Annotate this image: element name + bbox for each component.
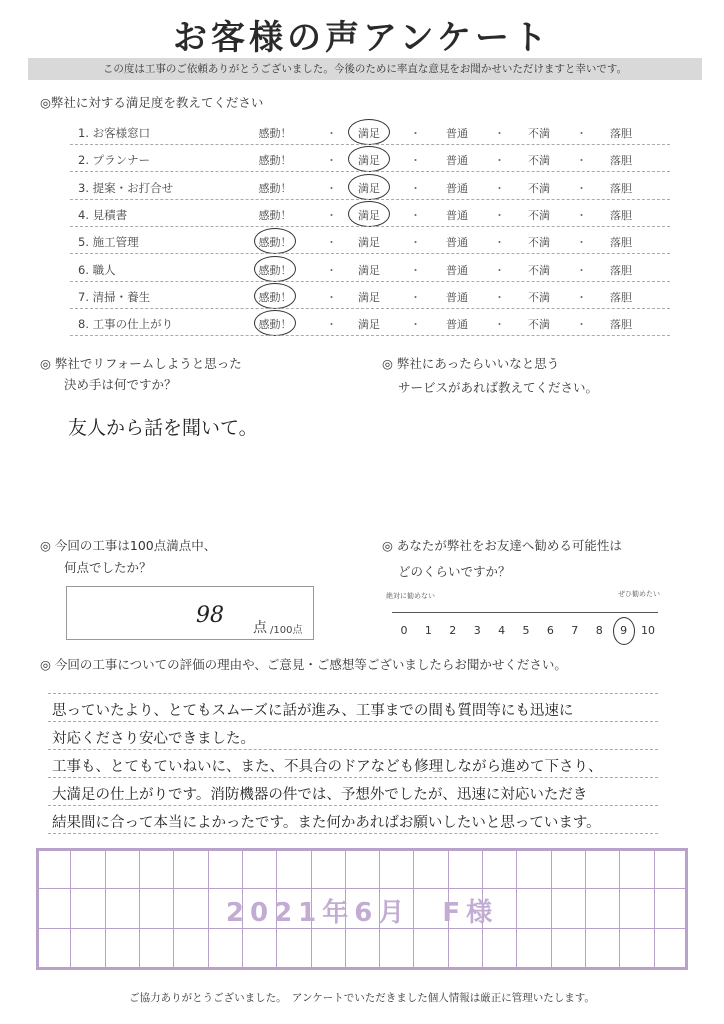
scale-number: 7	[571, 624, 579, 637]
scale-number: 6	[546, 624, 554, 637]
satisfaction-option: 不満	[528, 236, 550, 250]
satisfaction-option: 不満	[528, 181, 550, 195]
recommend-label-low: 絶対に勧めない	[386, 592, 435, 600]
comment-line: 大満足の仕上がりです。消防機器の件では、予想外でしたが、迅速に対応いただき	[52, 787, 588, 803]
satisfaction-option: 普通	[446, 181, 468, 195]
satisfaction-option: 落胆	[610, 263, 632, 277]
satisfaction-option: 落胆	[610, 127, 632, 140]
satisfaction-option: 満足	[358, 236, 380, 250]
scale-number: 8	[595, 624, 603, 637]
satisfaction-option: 満足	[358, 181, 380, 195]
satisfaction-option: 普通	[446, 318, 468, 332]
scale-number: 1	[424, 624, 432, 637]
scale-number: 4	[498, 624, 506, 637]
satisfaction-option: 落胆	[610, 154, 632, 168]
satisfaction-option: 落胆	[610, 318, 632, 332]
satisfaction-item-label: 3. 提案・お打合せ	[78, 180, 174, 195]
satisfaction-option: 感動！	[258, 263, 292, 277]
reason-answer: 友人から話を聞いて。	[68, 417, 258, 439]
separator-dot: ・	[326, 181, 337, 195]
separator-dot: ・	[494, 290, 505, 304]
separator-dot: ・	[326, 154, 337, 168]
intro-text: この度は工事のご依頼ありがとうございました。今後のために率直な意見をお聞かせいただけますと幸いです。	[28, 58, 702, 80]
separator-dot: ・	[494, 263, 505, 277]
row-divider	[70, 308, 670, 309]
separator-dot: ・	[494, 154, 505, 168]
satisfaction-option: 感動！	[258, 127, 292, 140]
selection-circle	[254, 310, 296, 336]
selection-circle	[254, 228, 296, 254]
satisfaction-item-label: 8. 工事の仕上がり	[78, 317, 174, 332]
satisfaction-option: 落胆	[610, 181, 632, 195]
row-divider	[70, 335, 670, 336]
comment-rule	[48, 833, 658, 834]
row-divider	[70, 226, 670, 227]
grid-caption: 2021年6月 F様	[225, 898, 499, 928]
satisfaction-option: 普通	[446, 263, 468, 277]
score-unit: 点	[253, 620, 267, 636]
satisfaction-option: 不満	[528, 127, 550, 140]
comment-rule	[48, 693, 658, 694]
separator-dot: ・	[410, 236, 421, 250]
separator-dot: ・	[326, 318, 337, 332]
selection-circle	[348, 119, 390, 145]
satisfaction-option: 満足	[358, 127, 380, 140]
separator-dot: ・	[494, 208, 505, 222]
satisfaction-option: 感動！	[258, 208, 292, 222]
row-divider	[70, 281, 670, 282]
separator-dot: ・	[576, 181, 587, 195]
row-divider	[70, 171, 670, 172]
separator-dot: ・	[410, 208, 421, 222]
satisfaction-item-label: 7. 清掃・養生	[78, 289, 151, 304]
selection-circle	[348, 201, 390, 227]
separator-dot: ・	[576, 154, 587, 168]
separator-dot: ・	[410, 154, 421, 168]
satisfaction-option: 感動！	[258, 236, 292, 250]
satisfaction-option: 満足	[358, 263, 380, 277]
separator-dot: ・	[410, 181, 421, 195]
satisfaction-option: 感動！	[258, 154, 292, 168]
satisfaction-option: 感動！	[258, 318, 292, 332]
comment-line: 工事も、とてもていねいに、また、不具合のドアなども修理しながら進めて下さり、	[52, 759, 603, 775]
separator-dot: ・	[576, 263, 587, 277]
satisfaction-option: 不満	[528, 154, 550, 168]
scale-number: 3	[473, 624, 481, 637]
scale-number: 2	[449, 624, 457, 637]
satisfaction-option: 不満	[528, 263, 550, 277]
satisfaction-item-label: 6. 職人	[78, 262, 116, 277]
satisfaction-option: 感動！	[258, 181, 292, 195]
comment-line: 対応くださり安心できました。	[52, 731, 255, 747]
satisfaction-option: 不満	[528, 290, 550, 304]
separator-dot: ・	[410, 127, 421, 140]
satisfaction-option: 満足	[358, 318, 380, 332]
score-max: /100点	[270, 625, 303, 636]
separator-dot: ・	[576, 127, 587, 140]
reason-question-line2: 決め手は何ですか？	[64, 377, 177, 392]
satisfaction-heading: ◎弊社に対する満足度を教えてください	[40, 95, 264, 110]
scale-number: 0	[400, 624, 408, 637]
recommend-question-line2: どのくらいですか？	[398, 564, 511, 579]
service-question-line1: ◎ 弊社にあったらいいなと思う	[382, 356, 560, 371]
scale-number: 9	[620, 624, 628, 637]
separator-dot: ・	[326, 263, 337, 277]
comment-rule	[48, 805, 658, 806]
separator-dot: ・	[326, 208, 337, 222]
satisfaction-option: 普通	[446, 290, 468, 304]
score-value: 98	[196, 603, 224, 628]
satisfaction-option: 落胆	[610, 208, 632, 222]
satisfaction-item-label: 5. 施工管理	[78, 235, 139, 250]
grid-row-line	[36, 888, 688, 889]
comment-line: 結果間に合って本当によかったです。また何かあればお願いしたいと思っています。	[52, 815, 601, 831]
satisfaction-option: 普通	[446, 236, 468, 250]
satisfaction-option: 満足	[358, 290, 380, 304]
separator-dot: ・	[494, 236, 505, 250]
recommend-question-line1: ◎ あなたが弊社をお友達へ勧める可能性は	[382, 538, 622, 553]
satisfaction-item-label: 1. お客様窓口	[78, 126, 151, 140]
footer-note: ご協力ありがとうございました。 アンケートでいただきました個人情報は厳正に管理いたします。	[129, 992, 595, 1004]
page-title: お客様の声アンケート	[173, 18, 551, 58]
recommend-scale-line	[392, 612, 658, 613]
scale-number: 10	[641, 624, 655, 637]
score-question-line1: ◎ 今回の工事は100点満点中、	[40, 538, 217, 553]
satisfaction-option: 満足	[358, 154, 380, 168]
scale-selection-circle	[613, 617, 635, 645]
comment-line: 思っていたより、とてもスムーズに話が進み、工事までの間も質問等にも迅速に	[52, 703, 574, 719]
separator-dot: ・	[326, 127, 337, 140]
selection-circle	[254, 283, 296, 309]
separator-dot: ・	[576, 318, 587, 332]
separator-dot: ・	[576, 236, 587, 250]
satisfaction-option: 普通	[446, 208, 468, 222]
satisfaction-item-label: 4. 見積書	[78, 207, 128, 222]
comment-rule	[48, 777, 658, 778]
separator-dot: ・	[326, 290, 337, 304]
satisfaction-option: 不満	[528, 208, 550, 222]
comment-rule	[48, 721, 658, 722]
separator-dot: ・	[494, 318, 505, 332]
separator-dot: ・	[410, 290, 421, 304]
score-question-line2: 何点でしたか？	[64, 560, 152, 575]
separator-dot: ・	[410, 263, 421, 277]
selection-circle	[348, 146, 390, 172]
recommend-label-high: ぜひ勧めたい	[618, 590, 660, 598]
reason-question-line1: ◎ 弊社でリフォームしようと思った	[40, 356, 242, 371]
satisfaction-option: 普通	[446, 127, 468, 140]
row-divider	[70, 253, 670, 254]
satisfaction-option: 普通	[446, 154, 468, 168]
separator-dot: ・	[494, 127, 505, 140]
service-question-line2: サービスがあれば教えてください。	[398, 380, 599, 395]
satisfaction-option: 感動！	[258, 290, 292, 304]
separator-dot: ・	[494, 181, 505, 195]
separator-dot: ・	[410, 318, 421, 332]
satisfaction-item-label: 2. プランナー	[78, 153, 151, 168]
row-divider	[70, 144, 670, 145]
comments-heading: ◎ 今回の工事についての評価の理由や、ご意見・ご感想等ございましたらお聞かせください。	[40, 657, 567, 672]
comment-rule	[48, 749, 658, 750]
satisfaction-option: 不満	[528, 318, 550, 332]
satisfaction-option: 落胆	[610, 290, 632, 304]
separator-dot: ・	[576, 290, 587, 304]
row-divider	[70, 199, 670, 200]
satisfaction-option: 満足	[358, 208, 380, 222]
satisfaction-option: 落胆	[610, 236, 632, 250]
separator-dot: ・	[326, 236, 337, 250]
selection-circle	[254, 256, 296, 282]
scale-number: 5	[522, 624, 530, 637]
selection-circle	[348, 174, 390, 200]
separator-dot: ・	[576, 208, 587, 222]
